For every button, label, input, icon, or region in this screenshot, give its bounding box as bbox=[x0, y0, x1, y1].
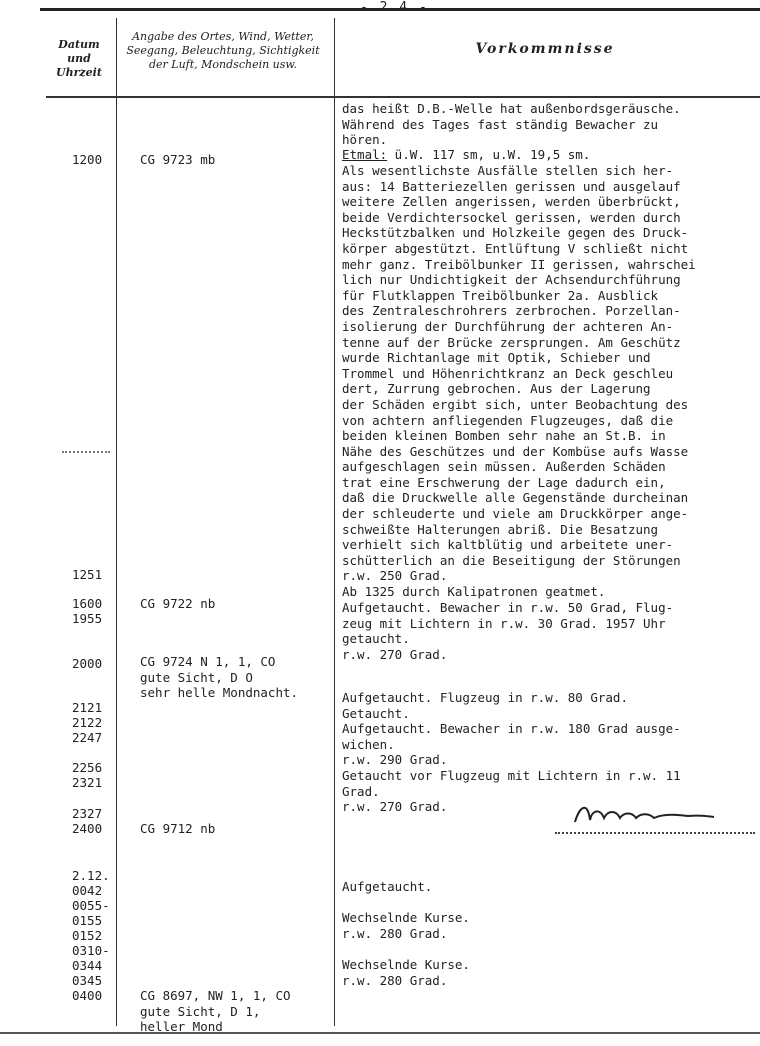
event-entry bbox=[342, 147, 758, 163]
signature-dotted-line bbox=[555, 832, 755, 834]
event-entry: Aufgetaucht. bbox=[342, 879, 433, 894]
event-entry: Wechselnde Kurse. r.w. 280 Grad. bbox=[342, 957, 470, 988]
etmal-label: Etmal: bbox=[342, 147, 388, 162]
signature bbox=[570, 800, 720, 830]
header-place-column: Angabe des Ortes, Wind, Wetter, Seegang, Beleuchtung, Sichtigkeit der Luft, Mondschein usw. bbox=[126, 30, 320, 71]
time-entry: 0344 bbox=[72, 958, 103, 973]
header-events-column: Vorkommnisse bbox=[475, 41, 615, 57]
time-entry: 0042 bbox=[72, 883, 103, 898]
event-entry: das heißt D.B.-Welle hat außenbordsgeräusche. Während des Tages fast ständig Bewacher zu hören. bbox=[342, 101, 681, 148]
time-entry: 2.12. bbox=[72, 868, 110, 883]
column-divider-2 bbox=[334, 18, 335, 1026]
time-entry: 1200 bbox=[72, 152, 103, 167]
time-entry: 2000 bbox=[72, 656, 103, 671]
header-date-column: Datum und Uhrzeit bbox=[56, 38, 102, 79]
place-entry: CG 9712 nb bbox=[140, 821, 216, 836]
event-entry: Aufgetaucht. Flugzeug in r.w. 80 Grad. Getaucht. Aufgetaucht. Bewacher in r.w. 180 Grad ausge- wichen. r.w. 290 Grad. Getaucht vor Flugzeug mit Lichtern in r.w. 11 Grad. r.w. 270 Grad. bbox=[342, 690, 681, 815]
place-entry: CG 9724 N 1, 1, CO gute Sicht, D O sehr helle Mondnacht. bbox=[140, 654, 299, 701]
event-entry: Aufgetaucht. Bewacher in r.w. 50 Grad, Flug- zeug mit Lichtern in r.w. 30 Grad. 1957 Uhr getaucht. r.w. 270 Grad. bbox=[342, 600, 674, 662]
place-entry: CG 9722 nb bbox=[140, 596, 216, 611]
time-entry: 0400 bbox=[72, 988, 103, 1003]
column-divider-1 bbox=[116, 18, 117, 1026]
time-entry: 0152 bbox=[72, 928, 103, 943]
place-entry: CG 9723 mb bbox=[140, 152, 216, 167]
time-entry: 2256 bbox=[72, 760, 103, 775]
page-number: - 2 4 - bbox=[360, 0, 429, 15]
time-entry: 2321 bbox=[72, 775, 103, 790]
margin-dots bbox=[62, 451, 110, 453]
header-divider bbox=[46, 96, 760, 98]
etmal-value: ü.W. 117 sm, u.W. 19,5 sm. bbox=[387, 147, 591, 162]
time-entry: 1600 bbox=[72, 596, 103, 611]
time-entry: 2247 bbox=[72, 730, 103, 745]
time-entry: 0345 bbox=[72, 973, 103, 988]
time-entry: 2122 bbox=[72, 715, 103, 730]
event-entry: Wechselnde Kurse. r.w. 280 Grad. bbox=[342, 910, 470, 941]
time-entry: 2400 bbox=[72, 821, 103, 836]
time-entry: 2121 bbox=[72, 700, 103, 715]
time-entry: 1955 bbox=[72, 611, 103, 626]
time-entry: 0055- bbox=[72, 898, 110, 913]
time-entry: 1251 bbox=[72, 567, 103, 582]
place-entry: CG 8697, NW 1, 1, CO gute Sicht, D 1, heller Mond bbox=[140, 988, 291, 1035]
bottom-border bbox=[0, 1032, 760, 1034]
time-entry: 0310- bbox=[72, 943, 110, 958]
time-entry: 0155 bbox=[72, 913, 103, 928]
event-entry: Als wesentlichste Ausfälle stellen sich her- aus: 14 Batteriezellen gerissen und ausgelauf weitere Zellen angerissen, werden überbrückt, beide Verdichtersockel gerissen, werden durch Heckstützbalken und Holzkeile gegen des Druck- körper abgestützt. Entlüftung V schließt nicht mehr ganz. Treibölbunker II gerissen, wahrschei lich nur Undichtigkeit der Achsendurchführung für Flutklappen Treibölbunker 2a. Ausblick des Zentraleschrohrers zerbrochen. Porzellan- isolierung der Durchführung der achteren An- tenne auf der Brücke zersprungen. Am Geschütz wurde Richtanlage mit Optik, Schieber und Trommel und Höhenrichtkranz an Deck geschleu dert, Zurrung gebrochen. Aus der Lagerung der Schäden ergibt sich, unter Beobachtung des von achtern anfliegenden Flugzeuges, daß die beiden kleinen Bomben sehr nahe an St.B. in Nähe des Geschützes und der Kombüse aufs Wasse aufgeschlagen sein müssen. Außerden Schäden trat eine Erschwerung der Lage dadurch ein, daß die Druckwelle alle Gegenstände durcheinan der schleuderte und viele am Druckkörper ange- schweißte Halterungen abriß. Die Besatzung verhielt sich kaltblütig und arbeitete uner- schütterlich an die Beseitigung der Störungen r.w. 250 Grad. Ab 1325 durch Kalipatronen geatmet. bbox=[342, 163, 696, 600]
time-entry: 2327 bbox=[72, 806, 103, 821]
